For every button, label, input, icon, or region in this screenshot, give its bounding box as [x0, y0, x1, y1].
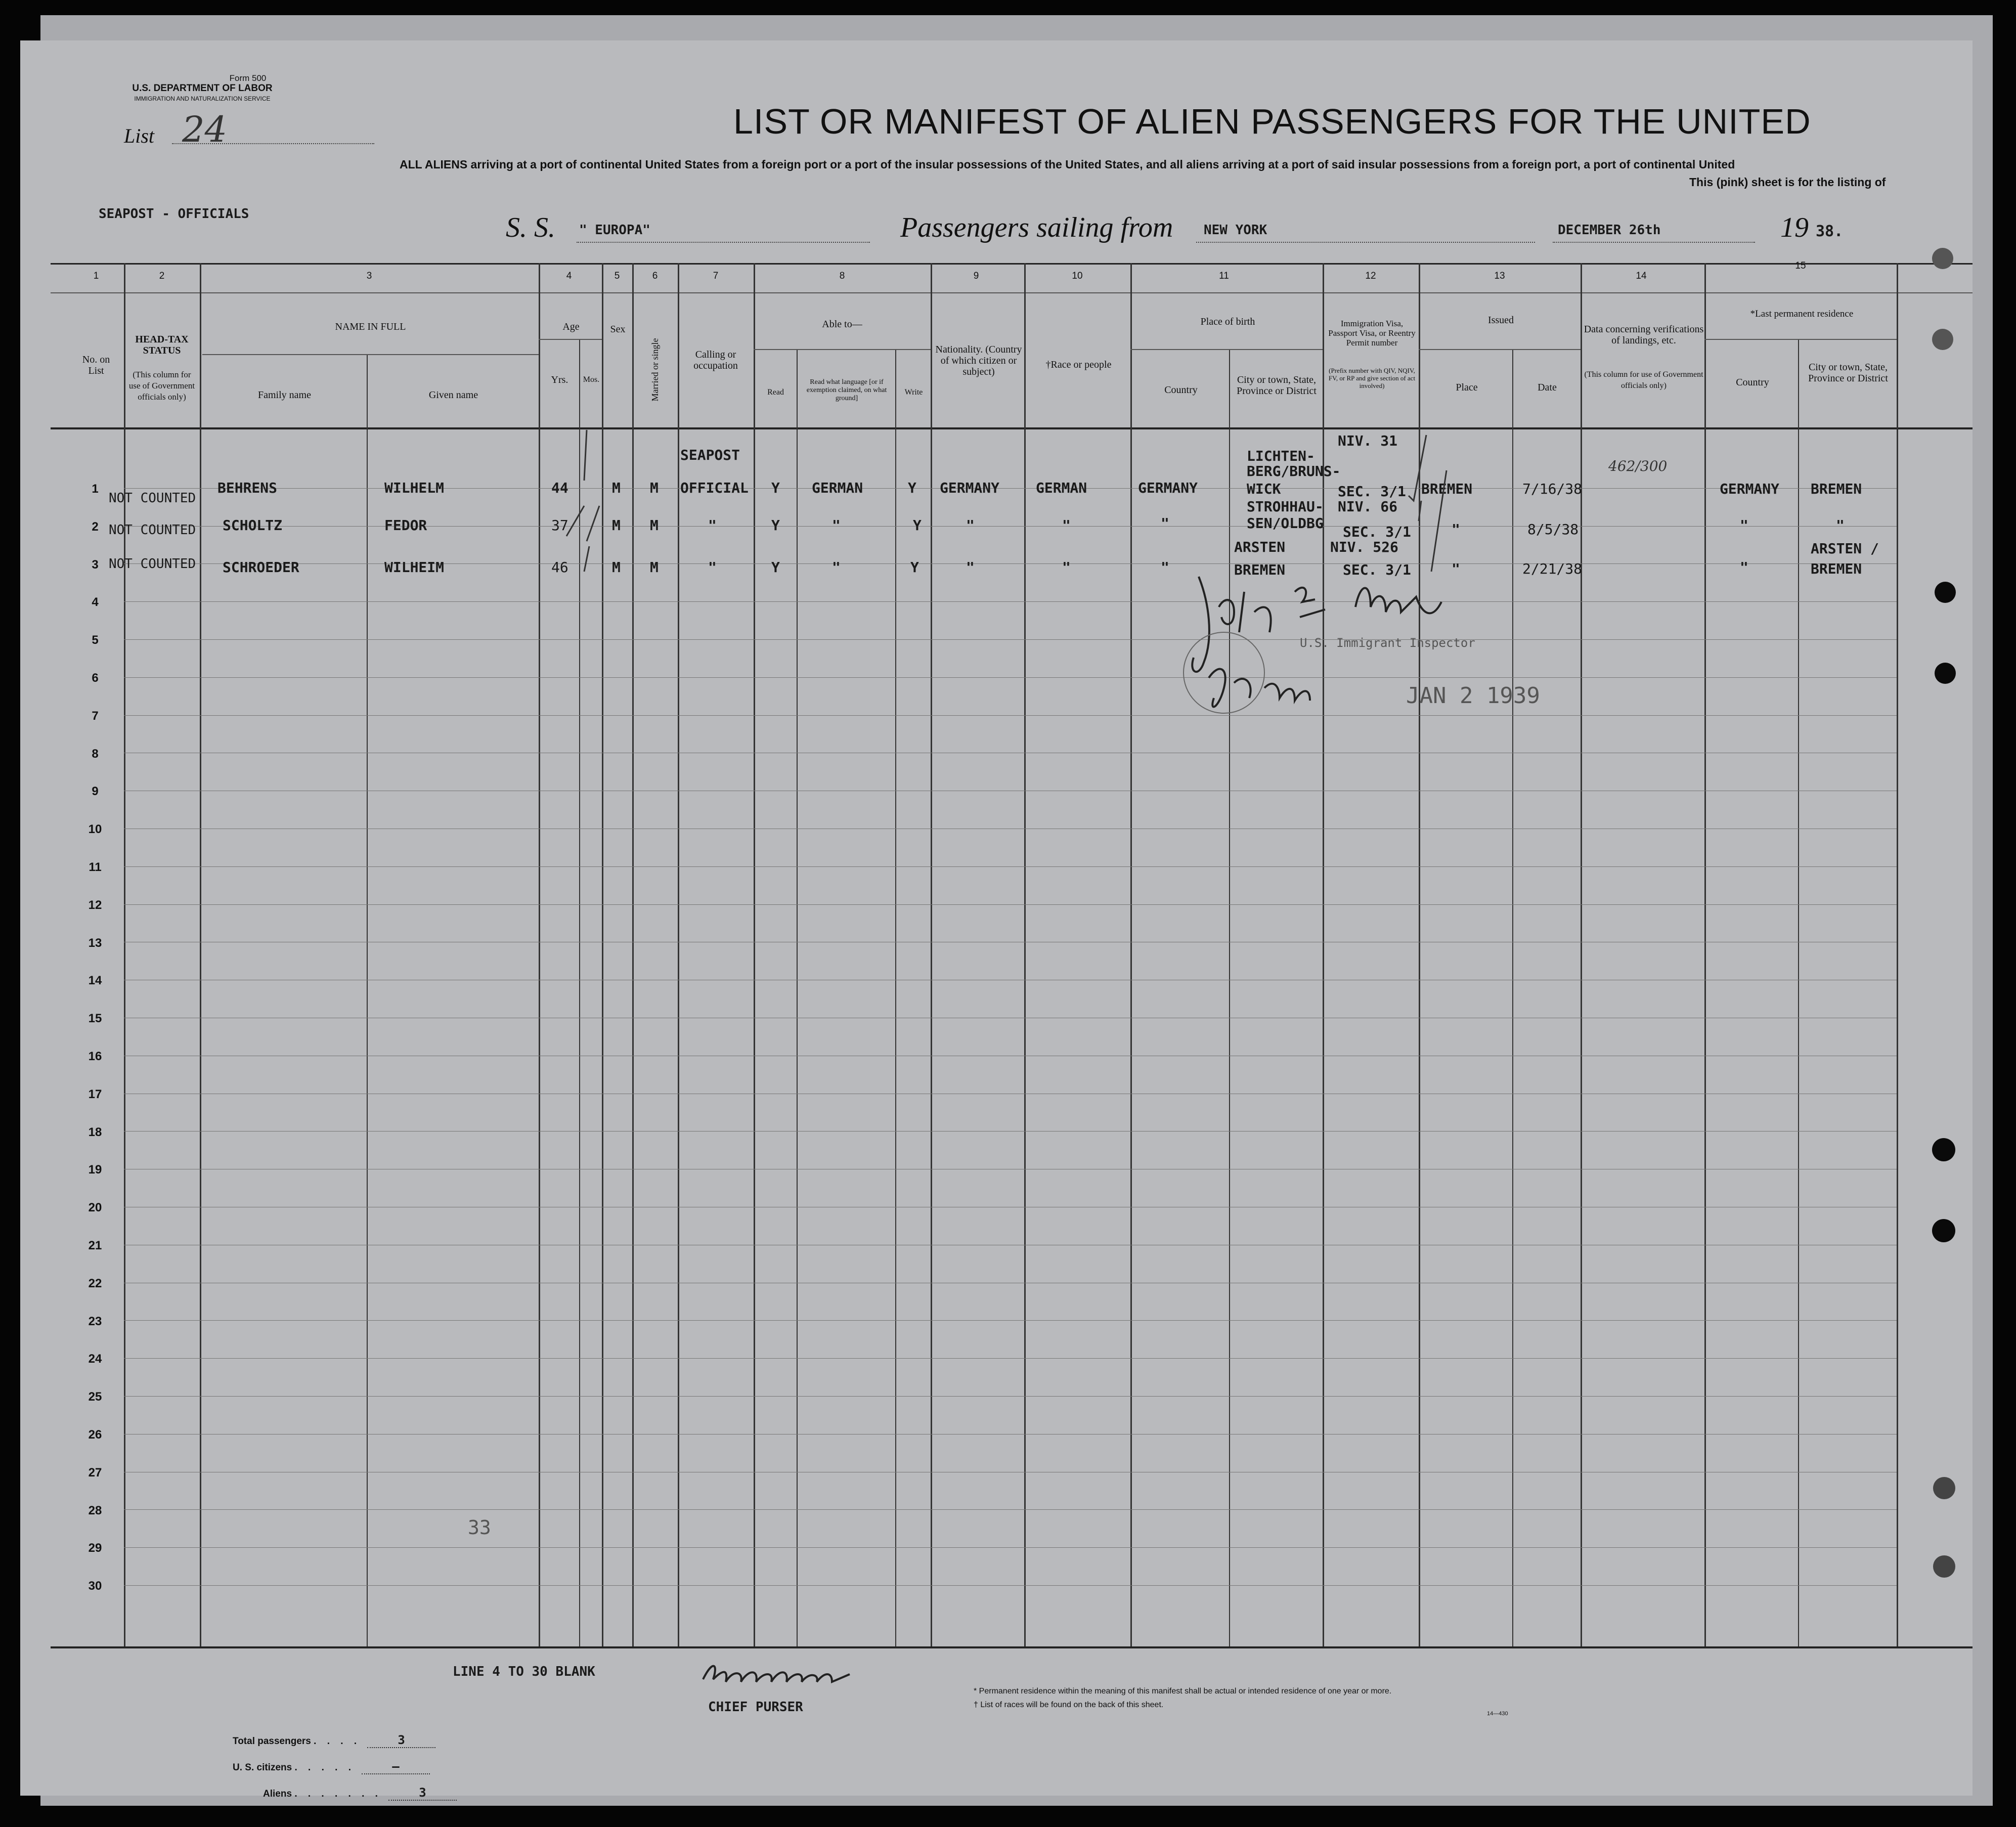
form-code: 14—430 — [1487, 1711, 1508, 1717]
issued-place: BREMEN — [1421, 481, 1473, 497]
header-married: Married or single — [650, 338, 660, 402]
header-visa: Immigration Visa, Passport Visa, or Reentry Permit number — [1328, 319, 1416, 347]
row-number: 15 — [88, 1012, 102, 1026]
table-bottom-border — [51, 1646, 1973, 1648]
table-top-border — [51, 263, 1973, 265]
row-number: 23 — [88, 1314, 102, 1328]
residence-city: ARSTEN / BREMEN — [1811, 540, 1879, 577]
header-res-country: Country — [1736, 377, 1769, 388]
marital-status: M — [650, 517, 659, 534]
row-rule — [124, 1358, 1897, 1359]
inspector-signature — [1178, 561, 1532, 744]
service-name: IMMIGRATION AND NATURALIZATION SERVICE — [134, 95, 271, 102]
rule-col-7 — [754, 263, 755, 1646]
header-res-city: City or town, State, Province or District — [1808, 362, 1888, 384]
row-rule — [124, 1547, 1897, 1548]
read-language: " — [832, 559, 841, 576]
row-number: 13 — [88, 936, 102, 950]
given-name: WILHEIM — [384, 559, 445, 576]
ss-label: S. S. — [506, 212, 555, 243]
departure-port: NEW YORK — [1204, 223, 1267, 238]
head-tax-status: NOT COUNTED — [109, 523, 196, 538]
residence-country: GERMANY — [1720, 481, 1780, 497]
subtitle-line-2: This (pink) sheet is for the listing of — [1689, 176, 1886, 189]
aliens-label: Aliens — [263, 1789, 292, 1799]
manifest-sheet — [20, 40, 1973, 1796]
binder-hole — [1933, 1555, 1955, 1578]
row-number: 9 — [92, 785, 99, 799]
row-number: 12 — [88, 898, 102, 912]
head-tax-status: NOT COUNTED — [109, 491, 196, 506]
visa-section: SEC. 3/1 — [1338, 483, 1406, 500]
sex: M — [612, 480, 621, 496]
year-prefix: 19 — [1780, 212, 1809, 243]
issued-date: 8/5/38 — [1527, 521, 1579, 538]
header-place-of-birth: Place of birth — [1200, 316, 1255, 327]
birth-city: WICK — [1247, 481, 1281, 497]
binder-hole — [1932, 1219, 1955, 1242]
row-number: 16 — [88, 1050, 102, 1063]
row-number: 20 — [88, 1201, 102, 1215]
calling: SEAPOST — [680, 447, 740, 463]
header-issued: Issued — [1487, 315, 1514, 326]
footnote-races: † List of races will be found on the back of this sheet. — [974, 1701, 1164, 1709]
column-number-border — [51, 292, 1973, 293]
calling: OFFICIAL — [680, 480, 749, 496]
nationality: " — [966, 517, 975, 534]
binder-hole — [1935, 582, 1956, 603]
year-suffix: 38. — [1816, 223, 1844, 240]
verification-note: 462/300 — [1608, 458, 1668, 474]
marital-status: M — [650, 559, 659, 576]
rule-read — [797, 349, 798, 1646]
visa-section: SEC. 3/1 — [1343, 524, 1411, 540]
department-name: U.S. DEPARTMENT OF LABOR — [132, 83, 273, 94]
birth-country: GERMANY — [1138, 480, 1198, 496]
column-number: 10 — [1072, 271, 1083, 281]
list-number: 24 — [182, 109, 228, 150]
row-number: 24 — [88, 1352, 102, 1366]
age-years: 44 — [551, 480, 568, 496]
inspector-stamp: U.S. Immigrant Inspector — [1300, 636, 1475, 650]
header-yrs: Yrs. — [551, 374, 568, 385]
head-tax-status: NOT COUNTED — [109, 556, 196, 572]
calling: " — [708, 559, 717, 576]
calling: " — [708, 517, 717, 534]
column-number: 6 — [652, 271, 658, 281]
row-number: 27 — [88, 1465, 102, 1480]
row-rule — [124, 601, 1897, 602]
row-rule — [124, 1585, 1897, 1586]
rule-issued-place — [1512, 349, 1513, 1646]
header-able-to: Able to— — [822, 319, 862, 330]
column-number: 13 — [1494, 271, 1505, 281]
visa-check-marks — [1366, 425, 1497, 577]
rule-birth-country — [1229, 349, 1230, 1646]
row-number: 22 — [88, 1276, 102, 1290]
aliens-row: Aliens . . . . . . . 3 — [263, 1786, 457, 1800]
row-rule — [124, 639, 1897, 640]
aliens-value: 3 — [388, 1786, 456, 1801]
ship-name: " EUROPA" — [579, 223, 650, 238]
column-number: 5 — [614, 271, 620, 281]
residence-subheader-rule — [1704, 339, 1897, 340]
name-subheader-rule — [202, 354, 539, 355]
total-passengers-label: Total passengers — [233, 1736, 311, 1747]
can-write: Y — [913, 517, 922, 534]
rule-col-14 — [1704, 263, 1706, 1646]
race: GERMAN — [1036, 480, 1087, 496]
residence-country: " — [1740, 517, 1748, 534]
rule-col-13 — [1581, 263, 1582, 1646]
row-number: 14 — [88, 974, 102, 988]
age-years: 37 — [551, 517, 568, 534]
column-number: 9 — [973, 271, 979, 281]
total-passengers-value: 3 — [367, 1733, 435, 1748]
column-number: 15 — [1795, 260, 1806, 271]
header-verification-note: (This column for use of Government officials only) — [1584, 370, 1703, 390]
family-name: BEHRENS — [217, 480, 278, 496]
row-number: 26 — [88, 1428, 102, 1442]
header-issued-date: Date — [1538, 382, 1557, 393]
row-number: 17 — [88, 1087, 102, 1101]
rule-col-8 — [931, 263, 932, 1646]
issued-date: 2/21/38 — [1522, 560, 1583, 577]
row-number: 10 — [88, 822, 102, 837]
us-citizens-label: U. S. citizens — [233, 1762, 292, 1773]
birth-city: LICHTEN- — [1247, 448, 1315, 464]
header-age: Age — [562, 321, 580, 332]
header-name-in-full: NAME IN FULL — [335, 321, 406, 332]
us-citizens-row: U. S. citizens . . . . . — — [233, 1759, 430, 1773]
binder-hole — [1932, 1138, 1955, 1161]
row-number: 21 — [88, 1239, 102, 1252]
column-number: 14 — [1636, 271, 1647, 281]
rule-col-10 — [1130, 263, 1132, 1646]
row-number: 11 — [89, 860, 102, 874]
birth-city: ARSTEN — [1234, 539, 1286, 555]
header-head-tax-note: (This column for use of Government officials only) — [128, 370, 195, 402]
column-number: 2 — [159, 271, 165, 281]
header-no-on-list: No. on List — [82, 354, 110, 376]
issued-place: " — [1452, 560, 1460, 577]
given-name: FEDOR — [384, 517, 427, 534]
birth-country: " — [1161, 515, 1169, 532]
row-rule — [124, 1396, 1897, 1397]
row-number: 5 — [92, 633, 99, 647]
race: " — [1062, 559, 1071, 576]
header-calling: Calling or occupation — [693, 349, 738, 371]
issued-place: " — [1452, 521, 1460, 538]
can-write: Y — [908, 480, 916, 496]
birth-city: STROHHAU- — [1247, 498, 1324, 515]
purser-signature — [698, 1654, 870, 1694]
residence-city: " — [1836, 517, 1845, 534]
can-write: Y — [910, 559, 919, 576]
residence-country: " — [1740, 559, 1748, 576]
rule-col-3 — [539, 263, 540, 1646]
row-rule — [124, 904, 1897, 905]
blank-lines-note: LINE 4 TO 30 BLANK — [453, 1664, 595, 1679]
ship-underline — [577, 242, 870, 243]
row-number: 4 — [92, 595, 99, 610]
visa-number: NIV. 526 — [1330, 539, 1398, 555]
birth-subheader-rule — [1130, 349, 1323, 350]
page-title: LIST OR MANIFEST OF ALIEN PASSENGERS FOR THE UNITED — [733, 102, 1811, 141]
row-number: 7 — [92, 709, 99, 723]
row-number: 1 — [92, 482, 99, 496]
column-number: 1 — [93, 271, 99, 281]
column-number: 12 — [1365, 271, 1376, 281]
row-number: 6 — [92, 671, 99, 685]
row-rule — [124, 677, 1897, 678]
read-language: GERMAN — [812, 480, 863, 496]
column-number: 4 — [566, 271, 572, 281]
date-underline — [1553, 242, 1755, 243]
rule-col-15 — [1897, 263, 1898, 1646]
row-number: 25 — [88, 1390, 102, 1404]
total-passengers-row: Total passengers . . . . 3 — [233, 1733, 435, 1747]
header-head-tax: HEAD-TAX STATUS — [135, 334, 189, 356]
header-given-name: Given name — [428, 389, 478, 401]
list-label: List — [124, 124, 155, 147]
column-number: 11 — [1219, 271, 1229, 281]
birth-city: BERG/BRUNS- — [1247, 463, 1341, 480]
column-number: 8 — [839, 271, 845, 281]
header-birth-city: City or town, State, Province or District — [1237, 374, 1317, 397]
given-name: WILHELM — [384, 480, 445, 496]
age-years: 46 — [551, 559, 568, 576]
form-number: Form 500 — [229, 73, 267, 83]
footnote-residence: * Permanent residence within the meaning of this manifest shall be actual or intended residence of one year or more. — [974, 1687, 1392, 1695]
header-visa-note: (Prefix number with QIV, NQIV, FV, or RP and give section of act involved) — [1328, 367, 1416, 389]
can-read: Y — [771, 559, 780, 576]
header-verification: Data concerning verifications of landings, etc. — [1584, 324, 1704, 346]
marital-status: M — [650, 480, 659, 496]
us-citizens-value: — — [362, 1759, 429, 1774]
able-subheader-rule — [754, 349, 931, 350]
birth-country: " — [1161, 559, 1169, 576]
subtitle-line-1: ALL ALIENS arriving at a port of continental United States from a foreign port or a port of the insular possessions of the United States, and all aliens arriving at a port of said insular possessions from a foreign port, a port of continental United — [400, 158, 1735, 171]
row-number: 29 — [88, 1541, 102, 1555]
visa-number: NIV. 66 — [1338, 498, 1398, 515]
birth-city: BREMEN — [1234, 561, 1286, 578]
header-write: Write — [904, 388, 923, 397]
sex: M — [612, 517, 621, 534]
visa-section: SEC. 3/1 — [1343, 561, 1411, 578]
rule-language — [895, 349, 896, 1646]
header-read: Read — [767, 388, 784, 397]
header-mos: Mos. — [583, 375, 600, 384]
list-underline — [172, 143, 374, 144]
category-label: SEAPOST - OFFICIALS — [99, 206, 249, 222]
header-last-residence: *Last permanent residence — [1750, 309, 1854, 319]
form-header — [111, 73, 293, 104]
port-underline — [1196, 242, 1535, 243]
header-race: †Race or people — [1045, 359, 1112, 370]
page-number-stamp: 33 — [468, 1516, 491, 1539]
row-rule — [124, 1509, 1897, 1510]
can-read: Y — [771, 480, 780, 496]
row-rule — [124, 1320, 1897, 1321]
header-nationality: Nationality. (Country of which citizen or subject) — [935, 344, 1022, 377]
row-rule — [124, 715, 1897, 716]
issued-date: 7/16/38 — [1522, 481, 1583, 497]
family-name: SCHROEDER — [223, 559, 299, 576]
can-read: Y — [771, 517, 780, 534]
row-number: 28 — [88, 1503, 102, 1517]
binder-hole — [1932, 248, 1953, 269]
column-number: 7 — [713, 271, 719, 281]
header-issued-place: Place — [1456, 382, 1478, 393]
rule-res-country — [1798, 339, 1799, 1646]
rule-col-6 — [678, 263, 679, 1646]
date-stamp: JAN 2 1939 — [1406, 683, 1540, 709]
read-language: " — [832, 517, 841, 534]
row-rule — [124, 866, 1897, 867]
row-number: 8 — [92, 747, 99, 761]
header-family-name: Family name — [258, 389, 311, 401]
rule-col-9 — [1024, 263, 1026, 1646]
row-number: 30 — [88, 1579, 102, 1593]
nationality: " — [966, 559, 975, 576]
age-check-marks — [556, 425, 617, 577]
rule-col-2 — [200, 263, 201, 1646]
nationality: GERMANY — [940, 480, 1000, 496]
age-subheader-rule — [539, 339, 602, 340]
rule-col-1 — [124, 263, 125, 1646]
row-number: 2 — [92, 519, 99, 534]
residence-city: BREMEN — [1811, 481, 1862, 497]
birth-city: SEN/OLDBG — [1247, 515, 1324, 532]
sailing-label: Passengers sailing from — [900, 212, 1173, 243]
header-sex: Sex — [610, 324, 626, 335]
binder-hole — [1932, 329, 1953, 350]
rule-col-5 — [632, 263, 634, 1646]
row-number: 19 — [88, 1163, 102, 1177]
issued-subheader-rule — [1419, 349, 1581, 350]
sex: M — [612, 559, 621, 576]
chief-purser-label: CHIEF PURSER — [708, 1700, 803, 1715]
race: " — [1062, 517, 1071, 534]
visa-number: NIV. 31 — [1338, 432, 1398, 449]
row-number: 3 — [92, 557, 99, 572]
header-bottom-border — [51, 427, 1973, 429]
binder-hole — [1933, 1477, 1955, 1499]
header-birth-country: Country — [1164, 384, 1198, 396]
header-read-language: Read what language [or if exemption claimed, on what ground] — [806, 378, 887, 402]
column-number: 3 — [366, 271, 372, 281]
sailing-date: DECEMBER 26th — [1558, 223, 1661, 238]
row-number: 18 — [88, 1125, 102, 1139]
family-name: SCHOLTZ — [223, 517, 283, 534]
rule-family-given — [367, 354, 368, 1646]
row-rule — [124, 1131, 1897, 1132]
binder-hole — [1935, 663, 1956, 684]
